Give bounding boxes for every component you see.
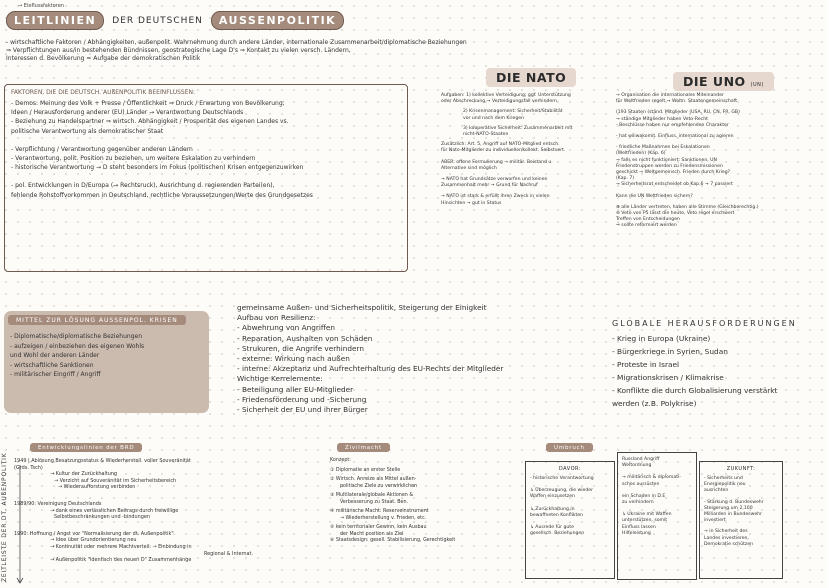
means-item: - militärischer Eingriff / Angriff (10, 371, 101, 378)
zivilmacht-heading-wrap (337, 443, 390, 452)
nato-line: Zusätzlich: Art. 5, Angriff auf NATO-Mitglied entsch. (441, 142, 560, 148)
means-box (4, 311, 209, 413)
zukunft-line: Demokratie schützen (704, 541, 754, 547)
zukunft-line: Energiepolitik neu (704, 482, 746, 488)
means-item: - Diplomatische/diplomatische Beziehungen (10, 333, 143, 340)
global-item: werden (z.B. Polykrise) (612, 399, 697, 408)
timeline-vertical-label: ZEITLEISTE DER DT. AUßENPOLITIK (1, 452, 8, 583)
uno-heading-text: DIE UNO (683, 74, 746, 89)
security-line: - Beteiligung aller EU-Mitglieder (237, 384, 354, 394)
timeline-entry: → dank eines verlässlichen Beitrags durch freiwillige (50, 507, 179, 514)
nato-line: Aufgaben: 1) kollektive Verteidigung; ggf. Unterstützung (441, 93, 571, 98)
davor-line: Waffen einzusetzen (530, 494, 575, 500)
global-item: - Krieg in Europa (Ukraine) (612, 334, 711, 343)
global-item: - Migrationskrisen / Klimakrise (612, 373, 724, 382)
umbruch-heading: Umbruch (546, 443, 593, 452)
zukunft-line: - Stärkung d. Bundeswehr (704, 499, 764, 505)
intro-line: Interessen d. Bevölkerung = Aufgabe der demokratischen Politik (6, 55, 201, 62)
russland-line: → militärisch & diplomati- (622, 475, 681, 481)
security-line: - Friedensförderung und -Sicherung (237, 394, 367, 404)
security-line: - Reparation, Aushalten von Schäden (237, 333, 373, 343)
nato-line: ABER: offene Formulierung → militär. Beistand u. (441, 159, 553, 165)
security-line: Wichtige Kerrelemente: (237, 374, 323, 384)
uno-line: ⇒ sollte reformiert werden (616, 223, 677, 229)
nato-line: → NATO hat Grundsätze verworfen und keinen (441, 177, 548, 183)
factor-line: Ideen / Herausforderung anderer (EU) Länder → Verantwortung Deutschlands (11, 109, 244, 117)
factor-line: - pol. Entwicklungen in D/Europa (→ Rechtsruck), Ausrichtung d. regierenden Partei(en), (11, 182, 275, 190)
timeline-entry: (Grds. Tsch) (14, 464, 43, 471)
russland-line: Hilfeleistung (622, 530, 651, 536)
factor-line: - Verantwortung, polit. Position zu beziehen, um weitere Eskalation zu verhindern (11, 155, 256, 163)
uno-heading (673, 72, 774, 91)
zukunft-line: - Sicherheits und (704, 476, 743, 481)
uno-line: Treffen von Entscheidungen (616, 217, 680, 223)
umbruch-davor-box (525, 461, 615, 579)
russland-line: Russland Angriff (622, 457, 660, 462)
security-line: - interne: Akzeptanz und Aufrechterhaltung des EU-Rechts der Mitglieder (237, 364, 504, 374)
nato-line: nicht-NATO-Staaten (463, 132, 509, 138)
page-title (6, 11, 344, 30)
zivilmacht-line: Konzept: (330, 458, 351, 463)
zukunft-line: ausrichten (704, 488, 729, 494)
security-line: gemeinsame Außen- und Sicherheitspolitik, Steigerung der Einigkeit (237, 303, 487, 312)
nato-line: Zusammenhalt mehr → Grund für Nachruf (441, 183, 538, 189)
zivilmacht-line: ⑤ kein territorialer Gewinn, kein Ausbau (330, 525, 427, 530)
uno-line: → Sicherheitsrat entscheidet ob Kap.6 → 7 passiert (616, 182, 733, 188)
zivilmacht-heading: Zivilmacht (337, 443, 390, 452)
uno-line: → ständige Mitglieder haben Veto-Recht (616, 116, 708, 122)
uno-line: Kann die UN Weltfrieden sichern? (616, 193, 693, 199)
timeline-entry: → Verzicht auf Souveränität im Sicherheitsbereich (54, 477, 177, 484)
nato-line: für Nato-Mitglieder zu individueller/kollekt. Selbstvert. (441, 148, 566, 154)
nato-line: Hinsichten → gut in Status (441, 200, 502, 206)
nato-line: → NATO ist stark & erfüllt ihren Zweck in vielen (441, 194, 550, 200)
title-left-pill: LEITLINIEN (6, 11, 104, 30)
zivilmacht-line: ② Wirtsch. Anreize als Mittel außen- (330, 477, 417, 482)
zivilmacht-line: ④ militärische Macht: Reserveinstrument (330, 509, 429, 514)
russland-line: zu verhindern (622, 500, 654, 506)
timeline-heading-wrap (30, 443, 230, 452)
uno-line: (Weltfrieden) (Kap. 6) (616, 151, 666, 157)
zivilmacht-line: der Macht position als Ziel (340, 531, 404, 537)
global-item: - Bürgerkriege in Syrien, Sudan (612, 347, 728, 356)
uno-line: - friedliche Maßnahmen bei Eskalationen (616, 145, 710, 151)
factor-line: - historische Verantwortung → D steht besonders im Fokus (politischen) Krisen entgegenzuwirken (11, 164, 304, 172)
uno-line: (Kap. 7) (616, 176, 635, 182)
nato-line: 3) kooperative Sicherheit: Zusammenarbeit mit (463, 125, 573, 131)
nato-line: oder Abschreckung → Verteidigungsfall verhindern (441, 99, 557, 105)
davor-line: gesellsch. Beziehungen (530, 531, 585, 537)
means-item: - wirtschaftliche Sanktionen (10, 361, 94, 369)
davor-title: DAVOR: (558, 466, 582, 472)
russland-box (617, 452, 697, 580)
factor-line: politische Verantwortung als demokratischer Staat (11, 127, 164, 135)
means-item: - aufzeigen / einbeziehen des eigenen Wohls (10, 342, 145, 350)
zukunft-box (699, 461, 783, 579)
title-right-pill: AUSSENPOLITIK (211, 11, 344, 30)
timeline-heading: Entwicklungslinien der BRD (30, 443, 142, 452)
factors-box (4, 84, 408, 272)
russland-line: ein Schaden in D.E (622, 493, 666, 499)
timeline-entry: → Außenpolitik "identisch des neuen D" Zusammenhänge (50, 557, 192, 564)
zukunft-line: Milliarden in Bundeswehr (704, 512, 762, 518)
nato-line: 2) Krisenmanagement: Sicherheit/Stabilität (463, 109, 563, 115)
uno-line: - Beschlüsse haben nur empfehlenden Charakter (616, 122, 729, 128)
security-line: - externe: Wirkung nach außen (237, 354, 350, 364)
global-item: - Konflikte die durch Globalisierung verstärkt (612, 386, 778, 395)
intro-line: - wirtschaftliche Faktoren / Abhängigkeiten, außenpolit. Wahrnehmung durch andere Länder, internationale Zusammenarbeit/diplomatische Beziehungen (6, 39, 467, 46)
timeline-entry: → Wiederaufforstung verbinden (58, 484, 136, 491)
zivilmacht-line: politische Ziele zu verwirklichen (340, 483, 418, 489)
global-challenges (612, 317, 797, 410)
uno-notes (616, 93, 816, 230)
nato-heading: DIE NATO (486, 68, 576, 87)
russland-line: ↳ Ukraine mit Waffen (622, 512, 672, 518)
zukunft-line: investiert (704, 518, 726, 524)
note-tag: → Einflussfaktoren (18, 3, 64, 9)
security-notes (237, 303, 503, 415)
zivilmacht-line: ⑥ Staatsdesign: gesell. Stabilisierung, Gerechtigkeit (330, 538, 456, 543)
umbruch-heading-wrap (546, 443, 593, 452)
timeline-body (14, 458, 314, 564)
zivilmacht-body (330, 458, 510, 545)
uno-heading-suffix: (UN) (750, 82, 764, 88)
timeline-entry: Regional & Internat. (204, 550, 253, 557)
zivilmacht-line: → Wiederherstellung v. Frieden, etc. (340, 515, 427, 521)
means-item: und Wohl der anderen Länder (10, 352, 100, 359)
uno-line: (193 Staaten (ständ. Mitglieder (USA, RU, CN, FR, GB) (616, 110, 740, 116)
russland-line: Weltordnung (622, 463, 652, 469)
davor-line: ↳ Ausrede für gute (530, 525, 574, 531)
russland-line: sches ausrüsten (622, 481, 660, 487)
global-title: GLOBALE HERAUSFORDERUNGEN (612, 319, 797, 328)
zivilmacht-line: ③ Multilaterale/globale Aktionen & (330, 493, 414, 498)
uno-line: ⊕ alle Länder vertreten, haben alle Stimme (Gleichberechtig.) (616, 204, 759, 210)
zukunft-line: → in Sicherheit des (704, 529, 748, 535)
timeline-entry: 1949 | Ablösung Besatzungsstatus & Wiederherstell. voller Souveränität (14, 458, 191, 464)
uno-line: für Weltfrieden regelt → Weltn. Staatengemeinschaft (616, 99, 738, 105)
intro-line: ⇒ Verpflichtungen aus/in bestehenden Bündnissen, geostrategische Lage D's ⇒ Kontakt zu vielen versch. Ländern, (6, 47, 351, 54)
davor-line: - historische Verantwortung (530, 476, 594, 481)
factor-line: - Beziehung zu Handelspartner ⇒ wirtsch. Abhängigkeit / Prosperität des eigenen Landes vs. (11, 118, 289, 126)
uno-line: geschickt → Weltgemeinsch. Frieden durch Krieg? (616, 170, 731, 176)
zukunft-line: Steigerung um 2,100 (704, 505, 753, 511)
security-line: - Abwehrung von Angriffen (237, 323, 336, 333)
russland-line: Einfluss lassen (622, 524, 656, 530)
timeline-entry: → Kultur der Zurückhaltung (50, 471, 118, 478)
nato-notes (441, 93, 617, 212)
russland-line: unterstützen, somit (622, 518, 668, 524)
davor-line: ↳ Zurückhaltung in (530, 506, 575, 512)
factor-line: fehlende Rohstoffvorkommen in Deutschland, rechtliche Voraussetzungen/Werte des Grundgesetzes (11, 191, 313, 199)
security-line: - Strukuren, die Angrife verhindern (237, 343, 364, 353)
zivilmacht-line: Verbesserung zu Staat. Ben. (340, 499, 409, 505)
factor-line: - Verpflichtung / Verantwortung gegenüber anderen Ländern (11, 145, 193, 153)
davor-line: ↳ Überzeugung, die wieder (530, 488, 593, 494)
uno-line: Friedenstruppen werden zu Friedensmissionen (616, 163, 723, 169)
global-item: - Proteste in Israel (612, 360, 680, 369)
title-middle: DER DEUTSCHEN (112, 15, 203, 26)
uno-line: → Organisation die internationales Miteinander (616, 93, 724, 98)
nato-line: Alternative sind möglich (441, 165, 497, 171)
security-line: - Sicherheit der EU und ihrer Bürger (237, 405, 368, 415)
means-title: MITTEL ZUR LÖSUNG AUSSENPOL. KRISEN (8, 315, 186, 325)
security-line: Aufbau von Resilienz: (237, 313, 316, 323)
nato-line: vor und nach dem Kriegen (463, 115, 525, 121)
davor-line: bewaffneten Konflikten (530, 512, 584, 518)
zivilmacht-line: ① Diplomatie an erster Stelle (330, 467, 401, 473)
uno-line: - hat wiliwakomit. Einfluss, international zu agieren (616, 134, 734, 140)
zukunft-line: Landes investieren, (704, 535, 749, 541)
timeline-entry: → Idee über Grundorientierung neu (50, 537, 137, 544)
timeline-entry: 1989/90: Vereinigung Deutschlands (14, 500, 102, 507)
factor-line: - Demos: Meinung des Volk + Presse / Öffentlichkeit ⇒ Druck / Erwartung von Bevölkerung; (11, 100, 285, 107)
intro-notes (6, 39, 467, 63)
zukunft-title: ZUKUNFT: (726, 466, 756, 472)
factors-title: FAKTOREN, DIE DIE DEUTSCH. AUßENPOLITIK BEEINFLUSSEN: (11, 89, 196, 96)
uno-line: ⊖ Veto von P5 lässt die heute, Veto regel erschwert (616, 211, 735, 217)
timeline-entry: Selbstbeschränkungen und -bindungen (54, 514, 150, 521)
timeline-entry: 1990: Hoffnung / Angst vor "Normalisierung der dt. Außenpolitik" (14, 530, 174, 537)
uno-line: → falls es nicht funktioniert: Sanktionen, UN (616, 157, 717, 163)
timeline-entry: → Kontinuität oder mehrere Machtverteil. → Einbindung in (50, 543, 192, 550)
